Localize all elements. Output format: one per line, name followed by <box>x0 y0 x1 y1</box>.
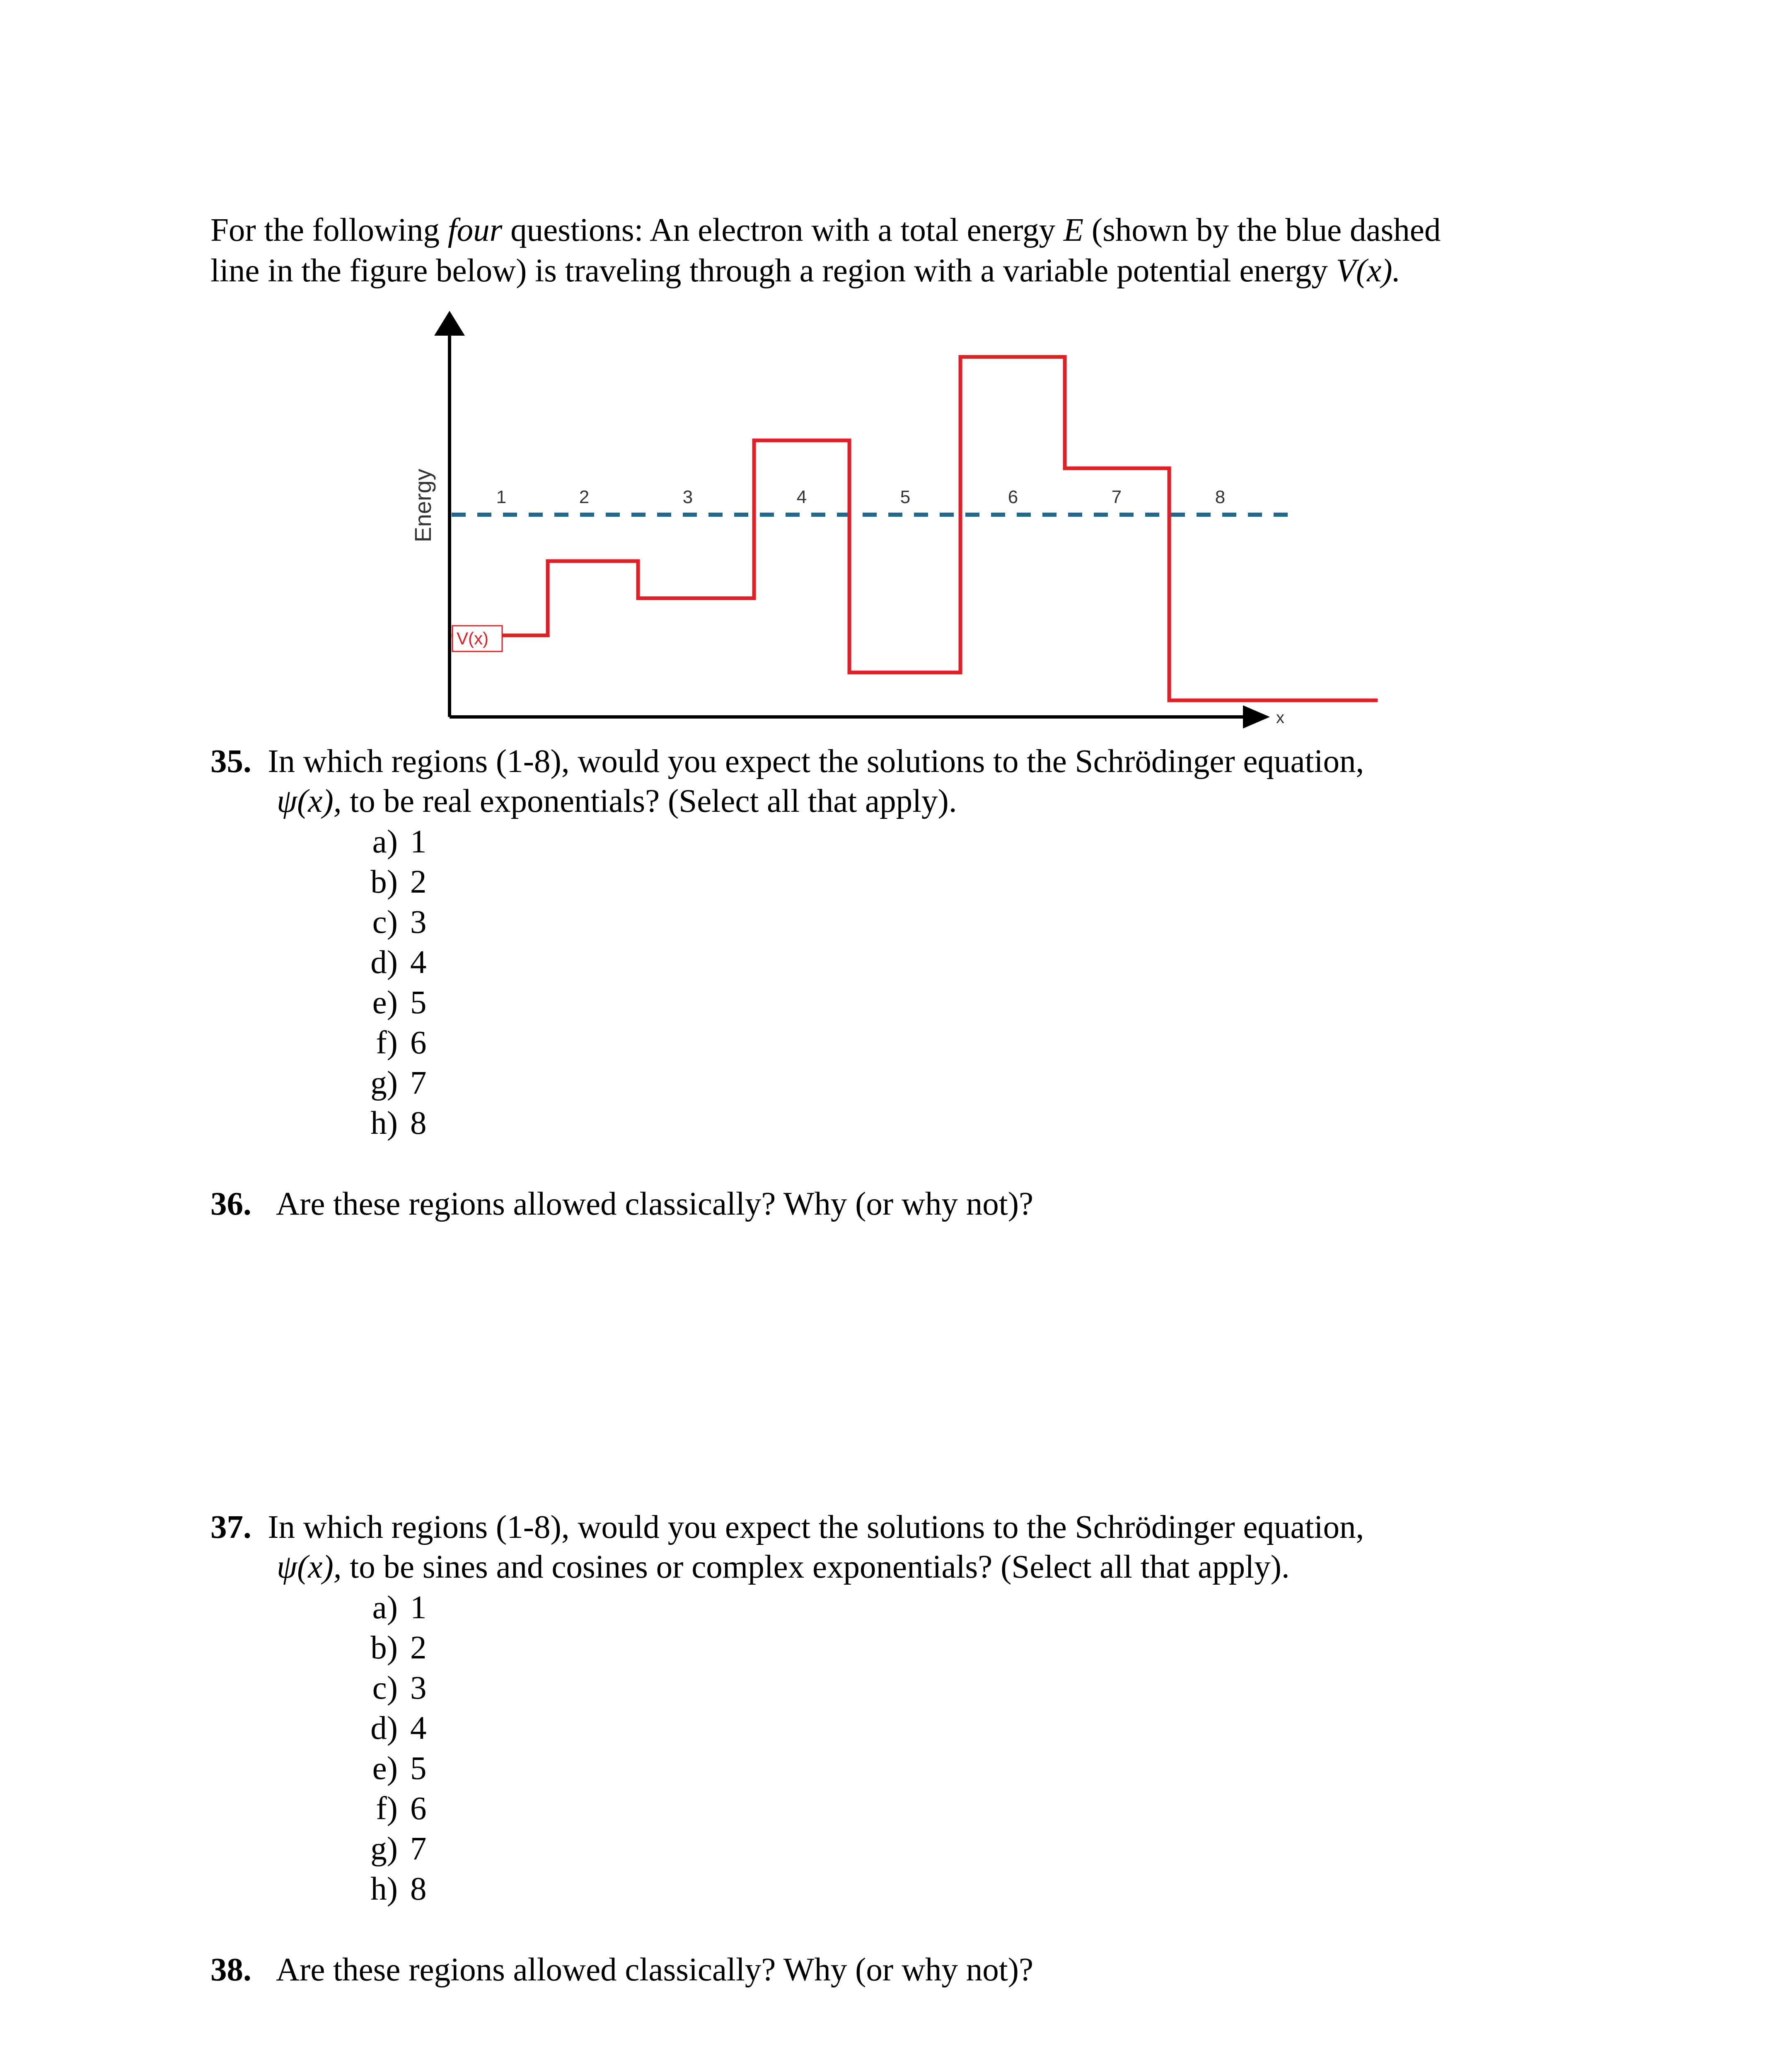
option-letter: f) <box>376 1025 398 1061</box>
option-value: 5 <box>410 985 427 1021</box>
question-38: 38. Are these regions allowed classically? Why (or why not)? <box>210 1952 1034 1988</box>
option-value: 7 <box>410 1065 427 1101</box>
option-letter: g) <box>370 1831 398 1867</box>
question-37-line-2: ψ(x), to be sines and cosines or complex exponentials? (Select all that apply). <box>277 1549 1290 1585</box>
question-35-line-2: ψ(x), to be real exponentials? (Select all that apply). <box>277 783 957 819</box>
option-letter: c) <box>372 1670 398 1706</box>
option-value: 6 <box>410 1791 427 1827</box>
option-value: 5 <box>410 1750 427 1786</box>
answer-option[interactable] <box>365 1063 427 1103</box>
question-38-number: 38. <box>210 1952 251 1988</box>
answer-option[interactable] <box>365 1588 427 1628</box>
region-label-7: 7 <box>1111 487 1122 507</box>
answer-option[interactable] <box>365 983 427 1023</box>
option-value: 8 <box>410 1871 427 1907</box>
option-value: 2 <box>410 864 427 900</box>
option-value: 4 <box>410 944 427 980</box>
option-letter: h) <box>370 1871 398 1907</box>
psi-symbol: ψ(x), <box>277 1549 342 1585</box>
potential-symbol: V(x). <box>1336 253 1401 289</box>
region-label-1: 1 <box>496 487 507 507</box>
question-36: 36. Are these regions allowed classically? Why (or why not)? <box>210 1186 1034 1222</box>
option-letter: e) <box>372 985 398 1021</box>
y-axis-label: Energy <box>410 469 436 542</box>
potential-energy-figure <box>389 303 1392 742</box>
answer-option[interactable] <box>365 903 427 942</box>
option-value: 2 <box>410 1630 427 1666</box>
option-letter: b) <box>370 1630 398 1666</box>
question-35-line-1: 35. In which regions (1-8), would you expect the solutions to the Schrödinger equation, <box>210 743 1364 779</box>
region-label-8: 8 <box>1215 487 1226 507</box>
region-label-6: 6 <box>1008 487 1018 507</box>
intro-line-2: line in the figure below) is traveling through a region with a variable potential energy V(x). <box>210 253 1401 289</box>
option-letter: c) <box>372 904 398 940</box>
answer-option[interactable] <box>365 1104 427 1143</box>
region-label-2: 2 <box>579 487 590 507</box>
question-36-number: 36. <box>210 1186 251 1222</box>
answer-option[interactable] <box>365 1829 427 1869</box>
answer-option[interactable] <box>365 1749 427 1789</box>
option-value: 3 <box>410 1670 427 1706</box>
answer-option[interactable] <box>365 1789 427 1829</box>
option-value: 6 <box>410 1025 427 1061</box>
answer-option[interactable] <box>365 943 427 983</box>
psi-symbol: ψ(x), <box>277 783 342 819</box>
answer-option[interactable] <box>365 1023 427 1063</box>
answer-option[interactable] <box>365 1709 427 1748</box>
x-axis-label: x <box>1276 709 1284 727</box>
potential-v-of-x <box>452 357 1378 700</box>
option-letter: g) <box>370 1065 398 1101</box>
intro-emphasis: four <box>447 212 503 248</box>
option-value: 1 <box>410 824 427 860</box>
answer-option[interactable] <box>365 1668 427 1708</box>
option-letter: h) <box>370 1105 398 1141</box>
answer-option[interactable] <box>365 1628 427 1668</box>
option-letter: d) <box>370 1710 398 1746</box>
x-axis-arrowhead <box>1243 705 1270 729</box>
region-labels <box>496 487 1225 507</box>
intro-line-1: For the following four questions: An electron with a total energy E (shown by the blue dashed <box>210 212 1441 248</box>
option-letter: a) <box>372 1590 398 1626</box>
option-value: 8 <box>410 1105 427 1141</box>
option-value: 7 <box>410 1831 427 1867</box>
option-letter: e) <box>372 1750 398 1786</box>
question-37-line-1: 37. In which regions (1-8), would you expect the solutions to the Schrödinger equation, <box>210 1509 1364 1545</box>
option-letter: b) <box>370 864 398 900</box>
option-letter: a) <box>372 824 398 860</box>
question-37-number: 37. <box>210 1509 251 1545</box>
option-value: 1 <box>410 1590 427 1626</box>
option-value: 4 <box>410 1710 427 1746</box>
v-of-x-label: V(x) <box>457 629 488 648</box>
answer-option[interactable] <box>365 822 427 862</box>
region-label-3: 3 <box>682 487 693 507</box>
y-axis-arrowhead <box>434 311 465 336</box>
option-value: 3 <box>410 904 427 940</box>
option-letter: d) <box>370 944 398 980</box>
energy-symbol: E <box>1063 212 1084 248</box>
option-letter: f) <box>376 1791 398 1827</box>
answer-option[interactable] <box>365 1869 427 1909</box>
question-35-number: 35. <box>210 743 251 779</box>
region-label-4: 4 <box>796 487 807 507</box>
region-label-5: 5 <box>900 487 911 507</box>
answer-option[interactable] <box>365 862 427 902</box>
